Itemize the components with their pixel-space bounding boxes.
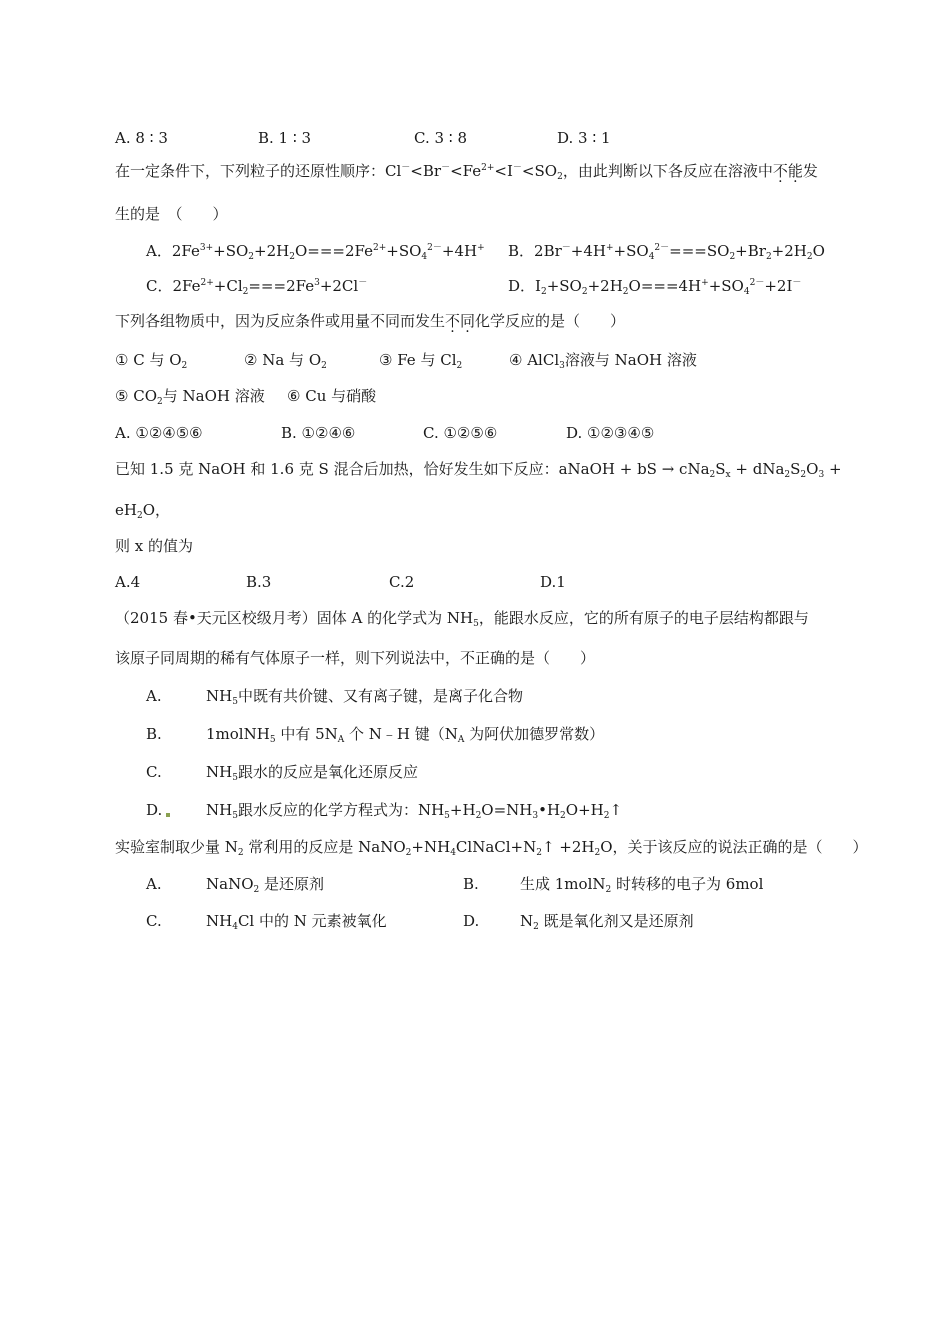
option-b-key: B. [463, 875, 479, 893]
option-c: C. 3 ∶ 8 [414, 129, 468, 147]
option-d-text: $N_2$ 既是氧化剂又是还原剂 [520, 912, 694, 932]
option-b: B. 1 ∶ 3 [258, 129, 312, 147]
option-a-key: A. [146, 687, 162, 705]
question-stem: 已知 1.5 克 NaOH 和 1.6 克 S 混合后加热，恰好发生如下反应：aNaOH + bS → $cNa_2S_x + dNa_2S_2O_3$ + [115, 460, 842, 480]
option-d-key: D. [463, 912, 480, 930]
question-stem-cont: 则 x 的值为 [115, 537, 193, 555]
option-a: A. ①②④⑤⑥ [115, 424, 203, 442]
option-d: D.1 [540, 573, 566, 591]
option-b: B. ①②④⑥ [281, 424, 356, 442]
question-stem: 实验室制取少量 $N_2$ 常利用的反应是 $NaNO_2+NH_4ClNaCl+N_2↑ +2H_2O$，关于该反应的说法正确的是（ ） [115, 838, 868, 858]
question-stem: 下列各组物质中，因为反应条件或用量不同而发生不同化学反应的是（ ） [115, 312, 626, 330]
option-b: B．$2Br^-+4H^++SO_4^{2-}===SO_2+Br_2+2H_2O$ [508, 242, 825, 262]
option-b-text: 生成 1molN$_2$ 时转移的电子为 6mol [520, 875, 764, 895]
option-c: C.2 [389, 573, 415, 591]
option-a: A.4 [115, 573, 141, 591]
option-b-text: 1molNH$_5$ 中有 $5N_A$ 个 N﹣H 键（$N_A$ 为阿伏加德罗常数） [206, 725, 605, 745]
option-b: B.3 [246, 573, 272, 591]
option-a: A．$2Fe^{3+}+SO_2+2H_2O===2Fe^{2+}+SO_4^{2-}+4H^+$ [146, 242, 485, 262]
stray-mark [166, 813, 170, 817]
option-d-key: D. [146, 800, 170, 820]
option-a-text: NaNO$_2$ 是还原剂 [206, 875, 325, 895]
option-d-text: $NH_5$跟水反应的化学方程式为：$NH_5+H_2O=NH_3•H_2O+H_2↑$ [206, 801, 623, 821]
question-stem: 在一定条件下，下列粒子的还原性顺序：$Cl^-<Br^-<Fe^{2+}<I^-<SO_2$，由此判断以下各反应在溶液中不能发 [115, 162, 818, 182]
option-d: D. 3 ∶ 1 [557, 129, 611, 147]
item-5: ⑤ $CO_2$与 NaOH 溶液 [115, 387, 265, 407]
option-d: D．$I_2+SO_2+2H_2O===4H^++SO_4^{2-}+2I^-$ [508, 277, 802, 297]
option-b-key: B. [146, 725, 162, 743]
option-c-text: $NH_4Cl$ 中的 N 元素被氧化 [206, 912, 387, 932]
item-2: ② Na 与 $O_2$ [244, 351, 327, 371]
item-3: ③ Fe 与 $Cl_2$ [379, 351, 463, 371]
item-6: ⑥ Cu 与硝酸 [287, 387, 377, 405]
question-stem: （2015 春•天元区校级月考）固体 A 的化学式为 $NH_5$，能跟水反应，它的所有原子的电子层结构都跟与 [115, 609, 809, 629]
option-a-text: $NH_5$中既有共价键、又有离子键，是离子化合物 [206, 687, 523, 707]
item-4: ④ AlCl$_3$溶液与 NaOH 溶液 [509, 351, 697, 371]
question-stem-cont: $eH_2O$， [115, 501, 171, 521]
question-stem-cont: 生的是 （ ） [115, 205, 228, 223]
option-c: C．$2Fe^{2+}+Cl_2===2Fe^3+2Cl^-$ [146, 277, 368, 297]
item-1: ① C 与 $O_2$ [115, 351, 188, 371]
option-d: D. ①②③④⑤ [566, 424, 655, 442]
option-c-key: C. [146, 763, 162, 781]
question-stem-cont: 该原子同周期的稀有气体原子一样，则下列说法中，不正确的是（ ） [115, 649, 596, 667]
option-c-key: C. [146, 912, 162, 930]
option-c: C. ①②⑤⑥ [423, 424, 498, 442]
option-c-text: $NH_5$跟水的反应是氧化还原反应 [206, 763, 418, 783]
option-a-key: A. [146, 875, 162, 893]
option-a: A. 8 ∶ 3 [115, 129, 168, 147]
